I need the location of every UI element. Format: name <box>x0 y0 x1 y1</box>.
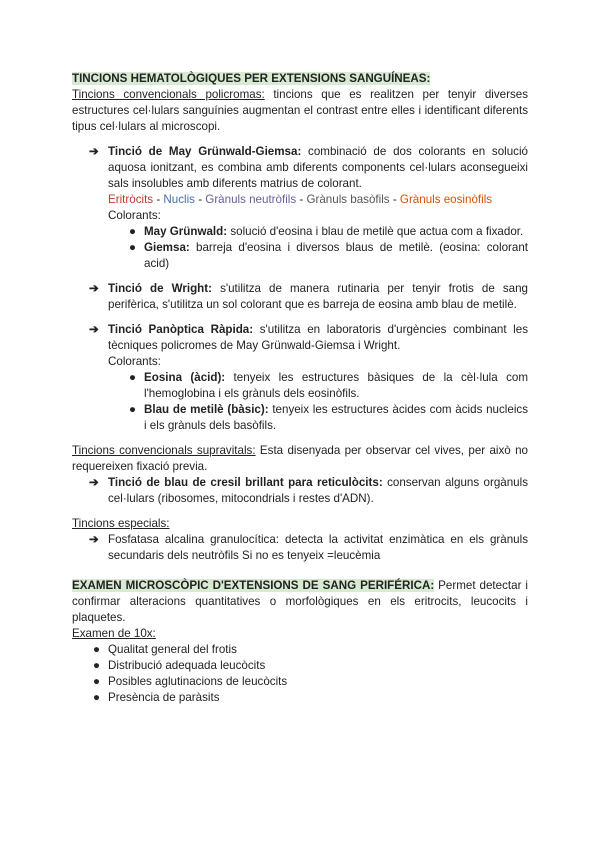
may-colorants-list <box>72 224 528 272</box>
supravitals-text: Esta disenyada per observar cel vives, per això no requereixen fixació previa. <box>72 444 528 473</box>
panoptica-text: s'utilitza en laboratoris d'urgències combinant les tècniques policromes de May Grünwald-Giemsa i Wright. <box>108 323 529 352</box>
cresil-item <box>72 475 528 507</box>
may-grunwald-name: Tinció de May Grünwald-Giemsa: <box>108 145 302 158</box>
colorants-label: Colorants: <box>108 209 161 222</box>
wright-item <box>72 281 528 313</box>
legend-granuls-eosinofils: Grànuls eosinòfils <box>399 193 493 206</box>
examen-text: Permet detectar i confirmar alteracions quantitatives o morfològiques en els eritrocits, leucocits i plaquetes. <box>72 579 528 624</box>
arrow-icon: ➔ <box>89 533 99 546</box>
bullet-icon: ● <box>129 241 137 254</box>
bullet-icon: ● <box>93 643 101 656</box>
may-grunwald-item <box>72 144 528 192</box>
list-item: ● Blau de metilè (bàsic): tenyeix les estructures àcides com àcids nucleics i els grànuls dels basòfils. <box>129 403 528 432</box>
panoptica-item <box>72 322 528 354</box>
list-item: ● Eosina (àcid): tenyeix les estructures bàsiques de la cèl·lula com l'hemoglobina i els grànuls dels eosinòfils. <box>129 371 528 400</box>
legend-nuclis: Nuclis <box>163 193 195 206</box>
policromas-label: Tincions convencionals policromas: <box>72 88 265 101</box>
examen-10x-list <box>72 642 528 706</box>
wright-name: Tinció de Wright: <box>108 282 212 295</box>
bullet-icon: ● <box>129 403 137 416</box>
list-item: ● May Grünwald: solució d'eosina i blau de metilè que actua com a fixador. <box>129 225 524 238</box>
legend-eritrocits: Eritròcits <box>108 193 154 206</box>
legend-granuls-basofils: Grànuls basòfils <box>306 193 390 206</box>
cresil-name: Tinció de blau de cresil brillant para reticulòcits: <box>108 476 383 489</box>
legend-granuls-neutrofils: Grànuls neutròfils <box>205 193 297 206</box>
panoptica-colorants-list <box>72 370 528 434</box>
section-title-examen: EXAMEN MICROSCÒPIC D'EXTENSIONS DE SANG PERIFÉRICA: <box>72 579 435 592</box>
section-title-tincions: TINCIONS HEMATOLÒGIQUES PER EXTENSIONS SANGUÍNEAS: <box>72 72 431 85</box>
arrow-icon: ➔ <box>89 145 99 158</box>
fosfatasa-item <box>72 532 528 564</box>
bullet-icon: ● <box>129 371 137 384</box>
supravitals-paragraph <box>72 443 528 475</box>
arrow-icon: ➔ <box>89 476 99 489</box>
bullet-icon: ● <box>93 691 101 704</box>
list-item: ● Distribució adequada leucòcits <box>93 659 266 672</box>
policromas-text: tincions que es realitzen per tenyir diverses estructures cel·lulars sanguínies augmentan el contrast entre elles i identificant diferents tipus cel·lulars al microscopi. <box>72 88 528 133</box>
arrow-icon: ➔ <box>89 323 99 336</box>
examen-10x-label: Examen de 10x: <box>72 627 156 640</box>
examen-paragraph <box>72 578 528 626</box>
colorants-label: Colorants: <box>108 355 161 368</box>
may-grunwald-text: combinació de dos colorants en solució aquosa ionitzant, es combina amb diferents components cel·lulars aconsegueixi sals insolubles amb diferents matrius de colorant. <box>108 145 529 190</box>
arrow-icon: ➔ <box>89 282 99 295</box>
panoptica-name: Tinció Panòptica Ràpida: <box>108 323 254 336</box>
bullet-icon: ● <box>93 659 101 672</box>
especials-label: Tincions especials: <box>72 517 170 530</box>
bullet-icon: ● <box>93 675 101 688</box>
list-item: ● Qualitat general del frotis <box>93 643 237 656</box>
supravitals-label: Tincions convencionals supravitals: <box>72 444 256 457</box>
fosfatasa-text: Fosfatasa alcalina granulocítica: detecta la activitat enzimàtica en els grànuls secundaris dels neutròfils Si no es tenyeix =leucèmia <box>108 533 528 562</box>
bullet-icon: ● <box>129 225 137 238</box>
list-item: ● Giemsa: barreja d'eosina i diversos blaus de metilè. (eosina: colorant acid) <box>129 241 528 270</box>
document-content <box>72 71 528 706</box>
cresil-text: conservan alguns orgànuls cel·lulars (ribosomes, mitocondrials i restes d'ADN). <box>108 476 529 505</box>
policromas-paragraph <box>72 87 528 135</box>
wright-text: s'utilitza de manera rutinaria per tenyir frotis de sang perifèrica, s'utilitza un sol colorant que es barreja de eosina amb blau de metilè. <box>108 282 528 311</box>
list-item: ● Posibles aglutinacions de leucòcits <box>93 675 288 688</box>
stain-color-legend: Eritròcits - Nuclis - Grànuls neutròfils - Grànuls basòfils - Grànuls eosinòfils <box>108 193 493 206</box>
list-item: ● Presència de paràsits <box>93 691 220 704</box>
